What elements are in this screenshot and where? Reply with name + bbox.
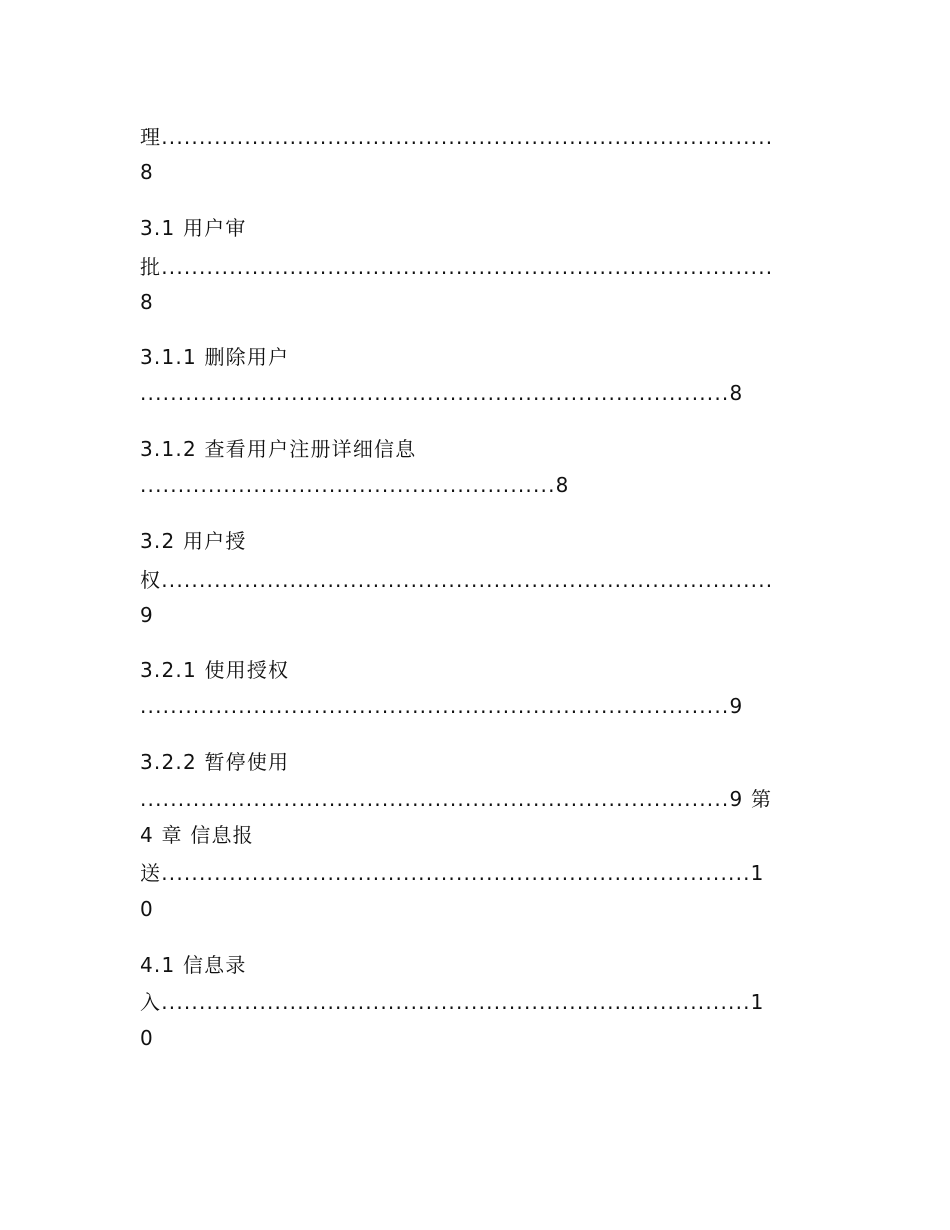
toc-leader: ..............................................................................9 (140, 694, 744, 718)
toc-leader: ..............................................................................9 第 (140, 787, 773, 811)
toc-entry-3-2-2: 3.2.2 暂停使用 (140, 750, 290, 774)
toc-page-number: 8 (140, 160, 154, 184)
toc-entry-3-1-2: 3.1.2 查看用户注册详细信息 (140, 437, 417, 461)
toc-page-number: 8 (140, 290, 154, 314)
toc-line: 理................................................................................. (140, 125, 774, 149)
toc-entry-3-1-1: 3.1.1 删除用户 (140, 345, 290, 369)
toc-leader: .......................................................8 (140, 473, 570, 497)
toc-entry-3-2-1: 3.2.1 使用授权 (140, 658, 290, 682)
toc-page-number: 9 (140, 603, 154, 627)
toc-line: 入..............................................................................1 (140, 990, 765, 1014)
toc-page-number: 0 (140, 897, 154, 921)
toc-entry-4-1: 4.1 信息录 (140, 953, 247, 977)
toc-page-number: 0 (140, 1026, 154, 1050)
toc-line: 批................................................................................. (140, 255, 774, 279)
toc-leader: ..............................................................................8 (140, 381, 744, 405)
toc-line: 权................................................................................. (140, 568, 774, 592)
toc-entry-3-1: 3.1 用户审 (140, 216, 247, 240)
toc-entry-3-2: 3.2 用户授 (140, 529, 247, 553)
toc-line: 送..............................................................................1 (140, 861, 765, 885)
toc-entry-chapter-4: 4 章 信息报 (140, 823, 254, 847)
